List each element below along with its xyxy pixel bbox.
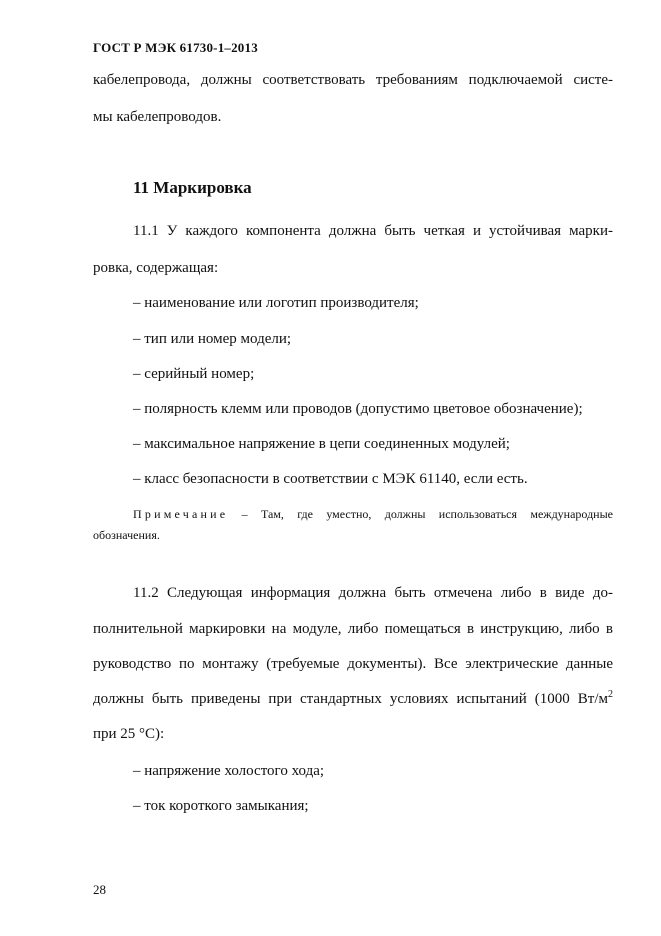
paragraph-line: 11.2 Следующая информация должна быть отмечена либо в виде до- [133,585,613,601]
section-title: 11 Маркировка [133,178,252,197]
list-item: – максимальное напряжение в цепи соединенных модулей; [133,436,510,452]
paragraph-line: руководство по монтажу (требуемые документы). Все электрические данные [93,656,613,672]
list-item: – напряжение холостого хода; [133,763,325,779]
paragraph-line [93,690,613,708]
superscript: 2 [608,689,613,700]
note-line: обозначения. [93,528,160,542]
list-item: – полярность клемм или проводов (допустимо цветовое обозначение); [133,401,583,417]
list-item: – класс безопасности в соответствии с МЭК 61140, если есть. [133,471,528,487]
note-label: Примечание [133,507,229,521]
paragraph-line: полнительной маркировки на модуле, либо помещаться в инструкцию, либо в [93,621,613,637]
paragraph-line: при 25 °С): [93,726,165,742]
paragraph-text: должны быть приведены при стандартных условиях испытаний (1000 Вт/м [93,691,608,707]
paragraph-line: 11.1 У каждого компонента должна быть четкая и устойчивая марки- [133,223,613,239]
list-item: – ток короткого замыкания; [133,798,309,814]
paragraph-line: кабелепровода, должны соответствовать требованиям подключаемой систе- [93,72,613,88]
document-header: ГОСТ Р МЭК 61730-1–2013 [93,40,258,55]
list-item: – тип или номер модели; [133,331,292,347]
list-item: – наименование или логотип производителя; [133,295,419,311]
paragraph-line: мы кабелепроводов. [93,109,222,125]
note-line [133,507,613,522]
note-text: – Там, где уместно, должны использоваться международные [228,507,613,521]
paragraph-line: ровка, содержащая: [93,260,219,276]
page-number: 28 [93,882,106,897]
list-item: – серийный номер; [133,366,255,382]
